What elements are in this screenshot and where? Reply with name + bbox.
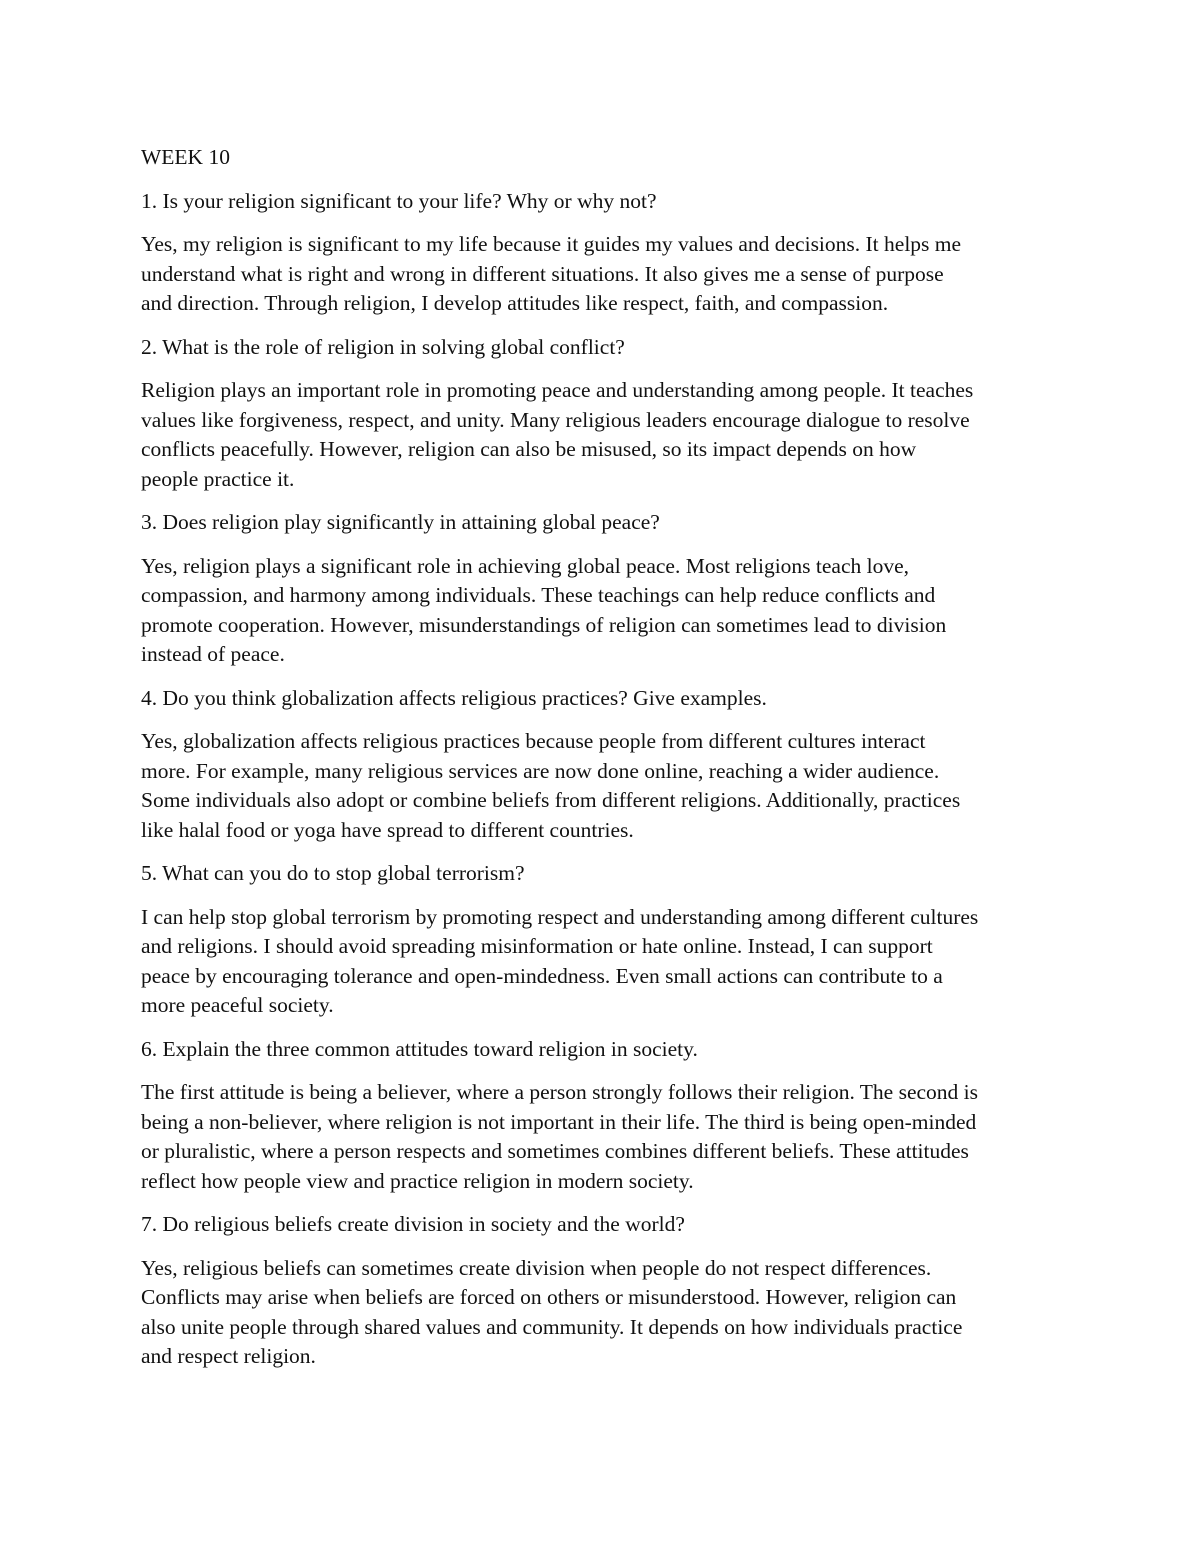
document-title: WEEK 10 [141, 145, 230, 169]
answer-line: Yes, my religion is significant to my life because it guides my values and decisions. It helps me [141, 232, 962, 256]
answer-line: values like forgiveness, respect, and unity. Many religious leaders encourage dialogue to resolve [141, 407, 970, 432]
answer-paragraph [141, 1254, 1071, 1372]
answer-line: Yes, globalization affects religious practices because people from different cultures interact [141, 729, 926, 753]
answer-line: and religions. I should avoid spreading misinformation or hate online. Instead, I can support [141, 934, 933, 958]
question-text: 2. What is the role of religion in solving global conflict? [141, 334, 625, 359]
answer-paragraph [141, 552, 1071, 670]
answer-paragraph [141, 376, 1071, 494]
question-text: 3. Does religion play significantly in attaining global peace? [141, 510, 660, 534]
qa-item [141, 187, 1071, 319]
document-page [141, 143, 1071, 1386]
answer-line: Some individuals also adopt or combine beliefs from different religions. Additionally, practices [141, 788, 961, 812]
answer-line: Conflicts may arise when beliefs are forced on others or misunderstood. However, religion can [141, 1285, 957, 1309]
answer-line: reflect how people view and practice religion in modern society. [141, 1168, 694, 1193]
answer-paragraph [141, 1078, 1071, 1196]
answer-line: Yes, religious beliefs can sometimes create division when people do not respect differences. [141, 1255, 932, 1280]
answer-line: I can help stop global terrorism by promoting respect and understanding among different cultures [141, 904, 979, 929]
answer-line: peace by encouraging tolerance and open-mindedness. Even small actions can contribute to a [141, 963, 943, 988]
answer-line: and respect religion. [141, 1344, 316, 1368]
answer-line: and direction. Through religion, I develop attitudes like respect, faith, and compassion. [141, 291, 889, 315]
question-text: 5. What can you do to stop global terrorism? [141, 861, 525, 885]
answer-line: like halal food or yoga have spread to different countries. [141, 817, 634, 842]
answer-line: people practice it. [141, 466, 295, 491]
answer-line: Religion plays an important role in promoting peace and understanding among people. It teaches [141, 378, 974, 402]
question-text: 6. Explain the three common attitudes toward religion in society. [141, 1036, 698, 1061]
qa-item [141, 684, 1071, 846]
answer-line: instead of peace. [141, 642, 285, 666]
answer-line: The first attitude is being a believer, where a person strongly follows their religion. The second is [141, 1080, 979, 1104]
answer-line: also unite people through shared values and community. It depends on how individuals practice [141, 1314, 963, 1339]
answer-paragraph [141, 230, 1071, 319]
answer-paragraph [141, 903, 1071, 1021]
qa-item [141, 859, 1071, 1021]
question-text: 1. Is your religion significant to your life? Why or why not? [141, 188, 657, 213]
question-text: 4. Do you think globalization affects religious practices? Give examples. [141, 685, 767, 710]
answer-line: compassion, and harmony among individuals. These teachings can help reduce conflicts and [141, 583, 936, 607]
answer-line: Yes, religion plays a significant role in achieving global peace. Most religions teach love, [141, 553, 910, 578]
answer-line: promote cooperation. However, misunderstandings of religion can sometimes lead to division [141, 612, 947, 637]
answer-line: more. For example, many religious services are now done online, reaching a wider audience. [141, 758, 940, 783]
answer-line: or pluralistic, where a person respects and sometimes combines different beliefs. These attitudes [141, 1139, 969, 1163]
question-text: 7. Do religious beliefs create division in society and the world? [141, 1212, 685, 1236]
qa-item [141, 1210, 1071, 1372]
qa-list [141, 187, 1071, 1372]
answer-paragraph [141, 727, 1071, 845]
qa-item [141, 333, 1071, 495]
answer-line: more peaceful society. [141, 993, 334, 1017]
qa-item [141, 508, 1071, 670]
answer-line: conflicts peacefully. However, religion can also be misused, so its impact depends on how [141, 437, 917, 461]
qa-item [141, 1035, 1071, 1197]
answer-line: being a non-believer, where religion is not important in their life. The third is being open-minded [141, 1109, 977, 1134]
answer-line: understand what is right and wrong in different situations. It also gives me a sense of purpose [141, 261, 944, 286]
